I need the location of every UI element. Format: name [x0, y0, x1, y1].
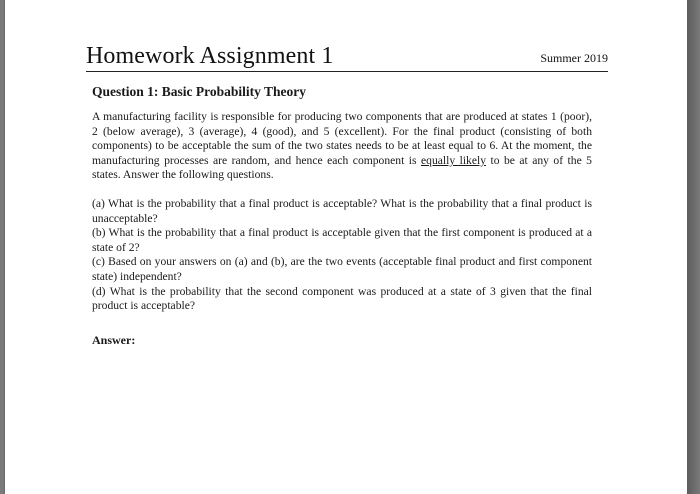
page-shadow: [687, 0, 700, 494]
part-b: (b) What is the probability that a final product is acceptable given that the first component is produced at a state of 2?: [92, 226, 592, 254]
answer-label: Answer:: [92, 332, 136, 347]
question-intro: [92, 110, 592, 183]
page-header: [86, 43, 608, 72]
question-heading: Question 1: Basic Probability Theory: [92, 84, 307, 99]
intro-text-start: A manufacturing facility is responsible for producing two components that are produced at states 1 (poor), 2 (below average), 3 (average), 4 (good), and 5 (excellent). For the final product (consisting of both components) to be acceptable the sum of the two states needs to be at least equal to 6. At the moment, the manufacturing processes are random, and hence each component is: [92, 110, 592, 167]
term-label: Summer 2019: [540, 51, 608, 65]
intro-underlined-phrase: equally likely: [421, 153, 486, 167]
part-a: (a) What is the probability that a final product is acceptable? What is the probability that a final product is unacceptable?: [92, 196, 592, 225]
part-c: (c) Based on your answers on (a) and (b), are the two events (acceptable final product and first component state) independent?: [92, 255, 592, 283]
intro-text-end: to be at any of the 5 states. Answer the following questions.: [92, 153, 592, 182]
assignment-title: Homework Assignment 1: [86, 43, 334, 69]
part-d: (d) What is the probability that the second component was produced at a state of 3 given that the final product is acceptable?: [92, 284, 592, 313]
question-parts: [92, 197, 592, 314]
question-section: [92, 84, 592, 348]
